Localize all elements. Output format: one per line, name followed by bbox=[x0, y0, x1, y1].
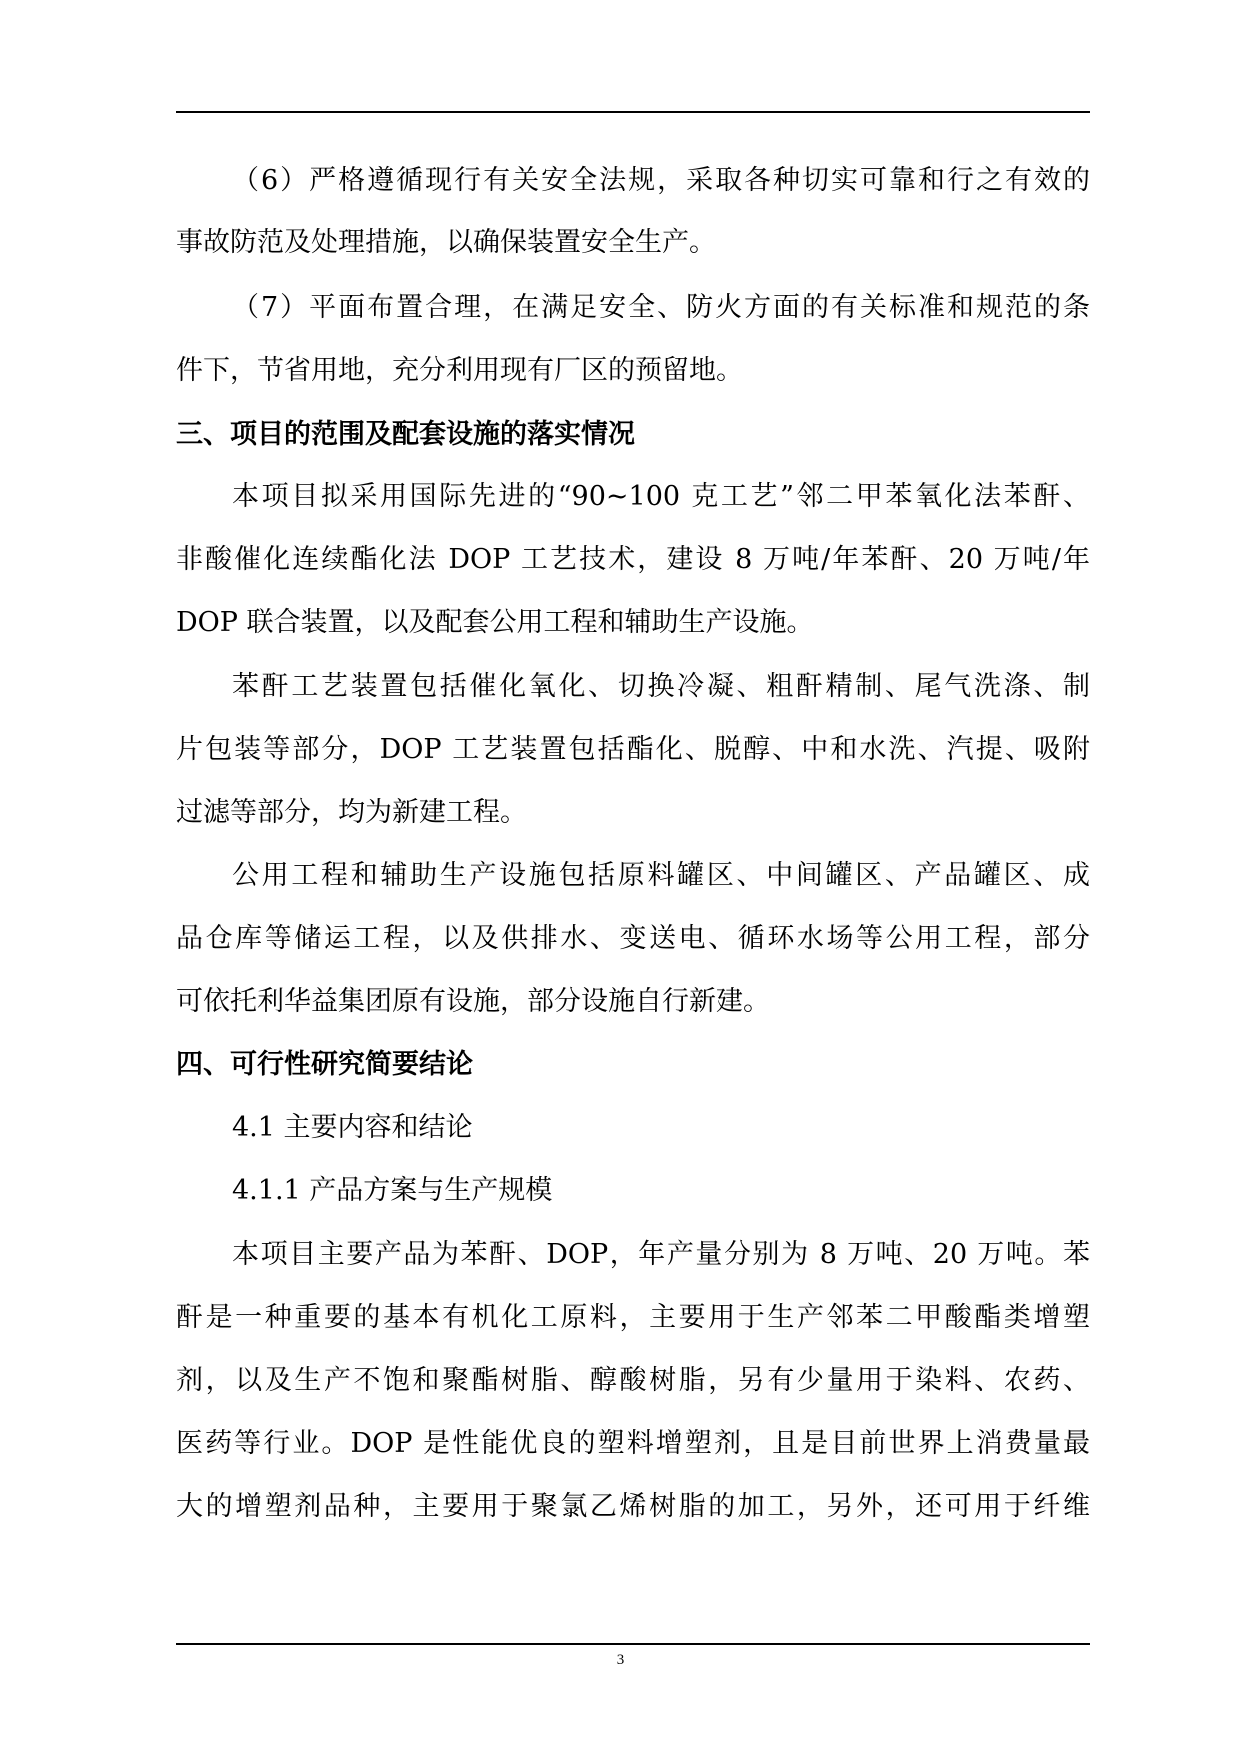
paragraph-line: 件下，节省用地，充分利用现有厂区的预留地。 bbox=[176, 355, 743, 386]
subsection-heading: 4.1.1 产品方案与生产规模 bbox=[232, 1175, 553, 1206]
paragraph-line: 本项目拟采用国际先进的“90~100 克工艺”邻二甲苯氧化法苯酐、 bbox=[232, 481, 1090, 512]
section-heading: 三、项目的范围及配套设施的落实情况 bbox=[176, 419, 635, 450]
paragraph-line: 本项目主要产品为苯酐、DOP，年产量分别为 8 万吨、20 万吨。苯 bbox=[232, 1239, 1090, 1270]
footer-rule bbox=[176, 1643, 1090, 1645]
paragraph-line: 品仓库等储运工程，以及供排水、变送电、循环水场等公用工程，部分 bbox=[176, 923, 1090, 954]
section-heading: 四、可行性研究简要结论 bbox=[176, 1049, 473, 1080]
paragraph-line: 酐是一种重要的基本有机化工原料，主要用于生产邻苯二甲酸酯类增塑 bbox=[176, 1302, 1090, 1333]
subsection-heading: 4.1 主要内容和结论 bbox=[232, 1112, 473, 1143]
paragraph-line: 苯酐工艺装置包括催化氧化、切换冷凝、粗酐精制、尾气洗涤、制 bbox=[232, 671, 1090, 702]
paragraph-line: 大的增塑剂品种，主要用于聚氯乙烯树脂的加工，另外，还可用于纤维 bbox=[176, 1491, 1090, 1522]
paragraph-line: 医药等行业。DOP 是性能优良的塑料增塑剂，且是目前世界上消费量最 bbox=[176, 1428, 1090, 1459]
paragraph-line: （6）严格遵循现行有关安全法规，采取各种切实可靠和行之有效的 bbox=[232, 165, 1090, 196]
paragraph-line: 过滤等部分，均为新建工程。 bbox=[176, 797, 527, 828]
paragraph-line: 剂，以及生产不饱和聚酯树脂、醇酸树脂，另有少量用于染料、农药、 bbox=[176, 1365, 1090, 1396]
paragraph-line: 片包装等部分，DOP 工艺装置包括酯化、脱醇、中和水洗、汽提、吸附 bbox=[176, 734, 1090, 765]
paragraph-line: 可依托利华益集团原有设施，部分设施自行新建。 bbox=[176, 986, 770, 1017]
paragraph-line: 事故防范及处理措施，以确保装置安全生产。 bbox=[176, 227, 716, 258]
page-number: 3 bbox=[616, 1652, 625, 1668]
paragraph-line: （7）平面布置合理，在满足安全、防火方面的有关标准和规范的条 bbox=[232, 292, 1090, 323]
paragraph-line: 非酸催化连续酯化法 DOP 工艺技术，建设 8 万吨/年苯酐、20 万吨/年 bbox=[176, 544, 1090, 575]
paragraph-line: DOP 联合装置，以及配套公用工程和辅助生产设施。 bbox=[176, 607, 814, 638]
header-rule bbox=[176, 111, 1090, 113]
paragraph-line: 公用工程和辅助生产设施包括原料罐区、中间罐区、产品罐区、成 bbox=[232, 860, 1090, 891]
